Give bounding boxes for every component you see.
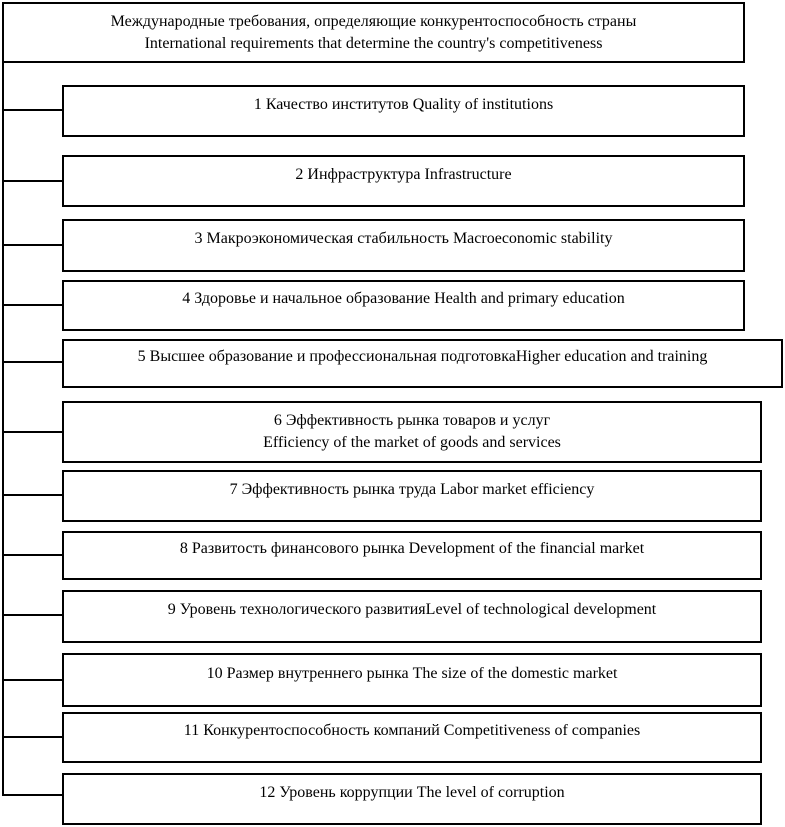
factor-box-11	[62, 712, 762, 763]
factor-box-1	[62, 85, 745, 137]
connector-branch-1	[3, 109, 62, 111]
title-box	[2, 2, 745, 63]
factor-box-9	[62, 590, 762, 643]
connector-branch-4	[3, 304, 62, 306]
factor-label: 11 Конкурентоспособность компаний Competitiveness of companies	[183, 722, 641, 739]
factor-box-7	[62, 470, 762, 522]
connector-branch-3	[3, 244, 62, 246]
connector-branch-6	[3, 431, 62, 433]
factor-box-3	[62, 219, 745, 272]
factor-box-4	[62, 280, 745, 331]
factor-box-6	[62, 401, 762, 463]
connector-trunk	[2, 63, 4, 796]
factor-label: 1 Качество институтов Quality of institutions	[253, 95, 554, 113]
factor-label: 8 Развитость финансового рынка Development of the financial market	[179, 540, 645, 557]
factor-label: 12 Уровень коррупции The level of corruption	[259, 783, 565, 801]
factor-label: 3 Макроэкономическая стабильность Macroeconomic stability	[194, 230, 613, 247]
factor-label-ru: 6 Эффективность рынка товаров и услуг	[273, 412, 551, 429]
title-line-en: International requirements that determine the country's competitiveness	[144, 34, 603, 52]
connector-branch-12	[3, 794, 62, 796]
factor-label: 7 Эффективность рынка труда Labor market efficiency	[229, 480, 595, 498]
factor-label: 4 Здоровье и начальное образование Health and primary education	[182, 290, 625, 307]
factor-box-5	[62, 339, 783, 388]
connector-branch-9	[3, 614, 62, 616]
factor-box-2	[62, 155, 745, 207]
factor-label-en: Efficiency of the market of goods and services	[263, 434, 561, 451]
connector-branch-7	[3, 494, 62, 496]
title-line-ru: Международные требования, определяющие конкурентоспособность страны	[110, 12, 637, 30]
connector-branch-11	[3, 736, 62, 738]
factor-box-12	[62, 773, 762, 825]
connector-branch-10	[3, 679, 62, 681]
factor-label: 9 Уровень технологического развитияLevel of technological development	[167, 601, 657, 618]
factor-box-8	[62, 531, 762, 580]
factor-box-10	[62, 653, 762, 707]
connector-branch-8	[3, 554, 62, 556]
connector-branch-5	[3, 361, 62, 363]
factor-label: 10 Размер внутреннего рынка The size of the domestic market	[206, 664, 618, 682]
factor-label: 5 Высшее образование и профессиональная подготовкаHigher education and training	[137, 348, 708, 365]
connector-branch-2	[3, 180, 62, 182]
factor-label: 2 Инфраструктура Infrastructure	[295, 165, 512, 183]
